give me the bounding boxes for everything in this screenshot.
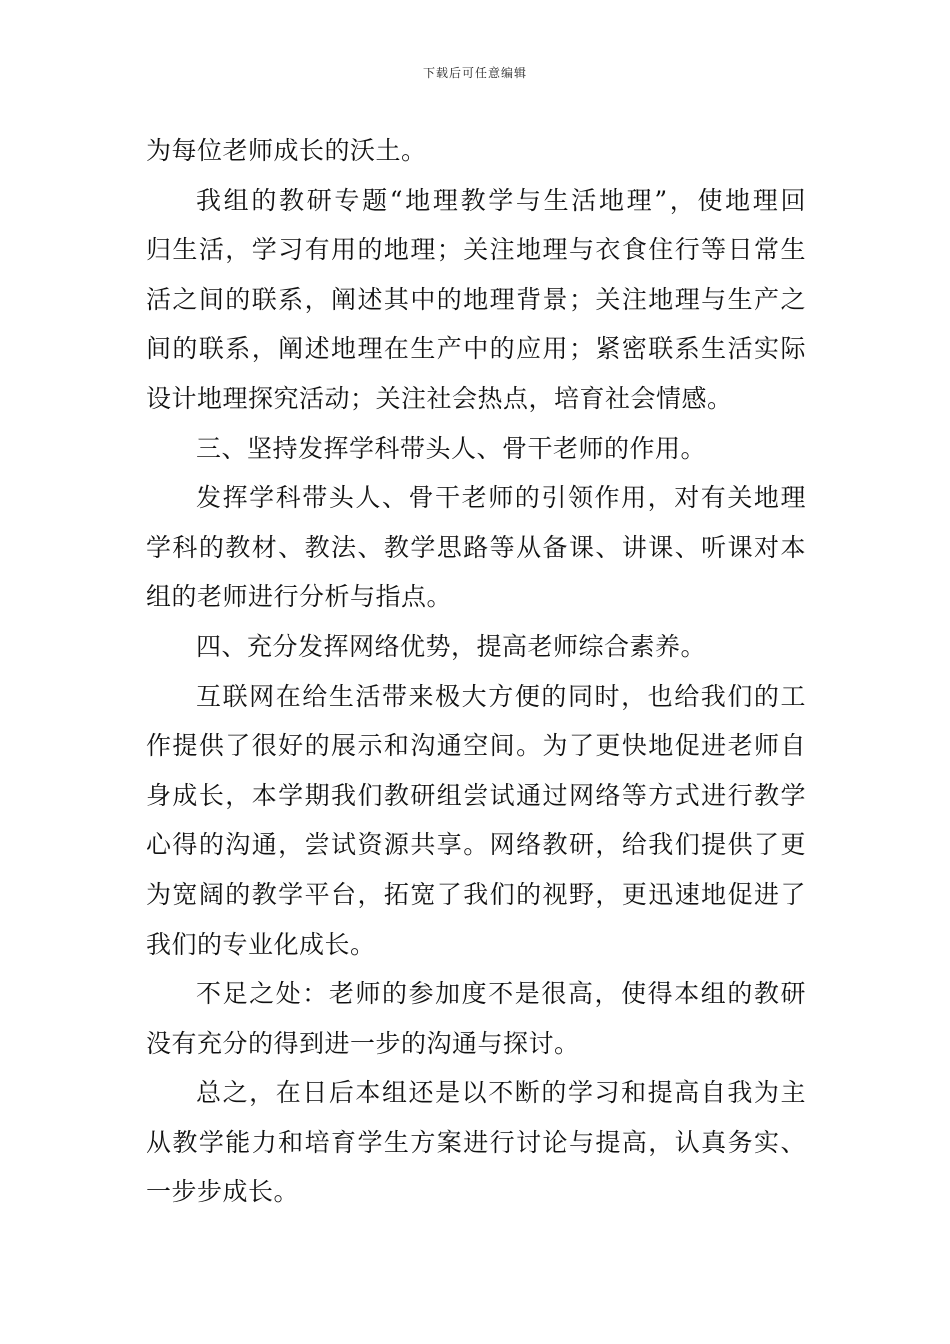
text-line: 归生活，学习有用的地理；关注地理与衣食住行等日常生 bbox=[146, 235, 806, 265]
text-line: 从教学能力和培育学生方案进行讨论与提高，认真务实、 bbox=[146, 1127, 806, 1157]
text-line: 一步步成长。 bbox=[146, 1177, 300, 1207]
text-line: 学科的教材、教法、教学思路等从备课、讲课、听课对本 bbox=[146, 532, 806, 562]
section-heading-line: 四、充分发挥网络优势，提高老师综合素养。 bbox=[196, 631, 707, 661]
text-line: 发挥学科带头人、骨干老师的引领作用，对有关地理 bbox=[196, 483, 806, 513]
text-line: 活之间的联系，阐述其中的地理背景；关注地理与生产之 bbox=[146, 284, 806, 314]
page-header-note: 下载后可任意编辑 bbox=[422, 66, 527, 80]
text-line: 不足之处：老师的参加度不是很高，使得本组的教研 bbox=[196, 979, 806, 1009]
section-heading-line: 三、坚持发挥学科带头人、骨干老师的作用。 bbox=[196, 433, 707, 463]
text-line: 总之，在日后本组还是以不断的学习和提高自我为主 bbox=[196, 1078, 806, 1108]
document-body bbox=[146, 126, 806, 1217]
text-line: 为每位老师成长的沃土。 bbox=[146, 136, 427, 165]
text-line: 为宽阔的教学平台，拓宽了我们的视野，更迅速地促进了 bbox=[146, 879, 806, 909]
text-line: 没有充分的得到进一步的沟通与探讨。 bbox=[146, 1028, 580, 1058]
text-line: 组的老师进行分析与指点。 bbox=[146, 582, 453, 612]
text-line: 身成长，本学期我们教研组尝试通过网络等方式进行教学 bbox=[146, 780, 806, 810]
text-line: 互联网在给生活带来极大方便的同时，也给我们的工 bbox=[196, 681, 806, 711]
text-line: 我组的教研专题“地理教学与生活地理”，使地理回 bbox=[196, 185, 806, 215]
text-line: 间的联系，阐述地理在生产中的应用；紧密联系生活实际 bbox=[146, 334, 806, 364]
text-line: 我们的专业化成长。 bbox=[146, 929, 376, 959]
text-line: 设计地理探究活动；关注社会热点，培育社会情感。 bbox=[146, 383, 733, 413]
text-line: 心得的沟通，尝试资源共享。网络教研，给我们提供了更 bbox=[146, 830, 806, 860]
text-line: 作提供了很好的展示和沟通空间。为了更快地促进老师自 bbox=[146, 731, 806, 761]
